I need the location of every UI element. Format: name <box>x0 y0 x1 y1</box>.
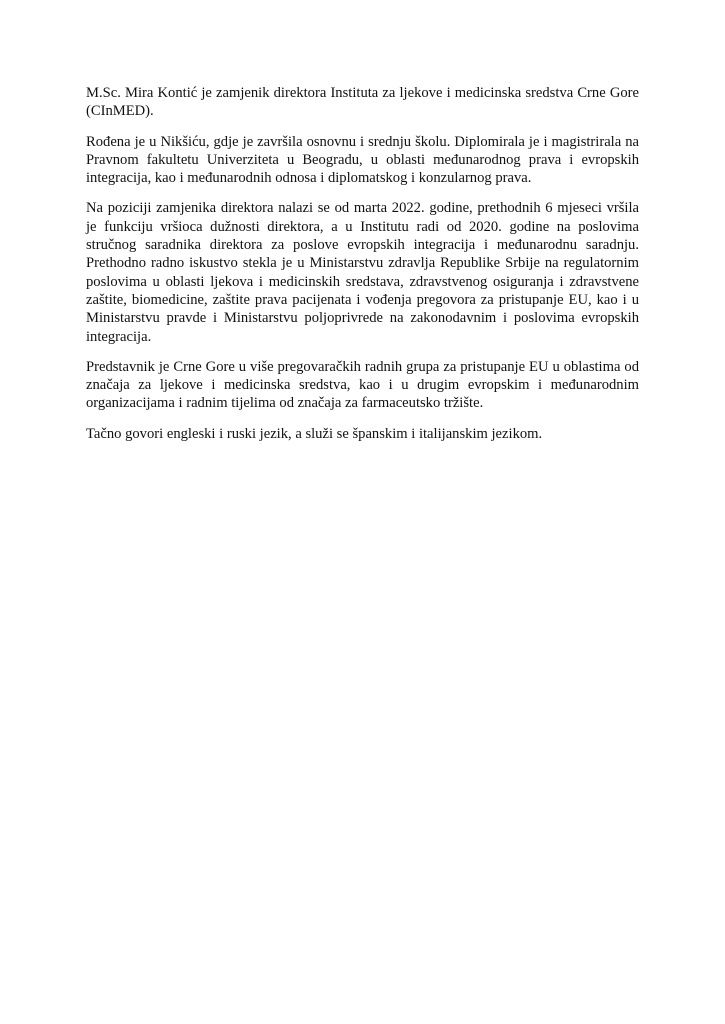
paragraph-representation: Predstavnik je Crne Gore u više pregovaračkih radnih grupa za pristupanje EU u oblastima od značaja za ljekove i medicinska sredstva, kao i u drugim evropskim i međunarodnim organizacijama i radnim tijelima od značaja za farmaceutsko tržište. <box>86 358 639 412</box>
document-body <box>86 84 639 455</box>
paragraph-intro: M.Sc. Mira Kontić je zamjenik direktora Instituta za ljekove i medicinska sredstva Crne Gore (CInMED). <box>86 85 639 120</box>
paragraph-languages: Tačno govori engleski i ruski jezik, a služi se španskim i italijanskim jezikom. <box>86 425 543 442</box>
paragraph-education: Rođena je u Nikšiću, gdje je završila osnovnu i srednju školu. Diplomirala je i magistrirala na Pravnom fakultetu Univerziteta u Beogradu, u oblasti međunarodnog prava i evropskih integracija, kao i međunarodnih odnosa i diplomatskog i konzularnog prava. <box>86 133 639 187</box>
paragraph-career: Na poziciji zamjenika direktora nalazi se od marta 2022. godine, prethodnih 6 mjeseci vršila je funkciju vršioca dužnosti direktora, a u Institutu radi od 2020. godine na poslovima stručnog saradnika direktora za poslove evropskih integracija i međunarodnu saradnju. Prethodno radno iskustvo stekla je u Ministarstvu zdravlja Republike Srbije na regulatornim poslovima u oblasti ljekova i medicinskih sredstava, zdravstvenog osiguranja i zdravstvene zaštite, biomedicine, zaštite prava pacijenata i vođenja pregovora za pristupanje EU, kao i u Ministarstvu pravde i Ministarstvu poljoprivrede na zakonodavnim i poslovima evropskih integracija. <box>86 200 639 345</box>
